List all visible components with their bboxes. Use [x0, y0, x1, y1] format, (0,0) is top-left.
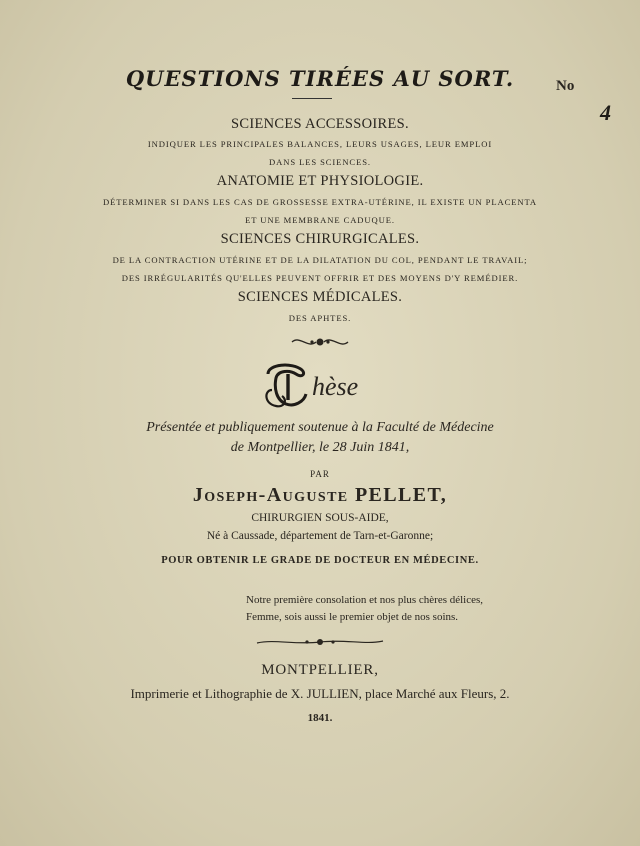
author-title: CHIRURGIEN SOUS-AIDE, [251, 512, 389, 524]
section-heading-chirurgicales: SCIENCES CHIRURGICALES. [220, 231, 420, 247]
section-heading-accessoires: SCIENCES ACCESSOIRES. [231, 116, 409, 132]
imprint-printer: Imprimerie et Lithographie de X. JULLIEN, place Marché aux Fleurs, 2. [130, 686, 510, 701]
handwritten-corner-mark: 4 [600, 100, 611, 125]
these-title: hèse [312, 372, 359, 401]
section-heading-anatomie: ANATOMIE ET PHYSIOLOGIE. [216, 173, 424, 189]
section-heading-medicales: SCIENCES MÉDICALES. [237, 289, 403, 305]
divider [292, 98, 332, 99]
question-text: DES IRRÉGULARITÉS QU'ELLES PEUVENT OFFRIR ET DES MOYENS D'Y REMÉDIER. [121, 273, 519, 283]
imprint-year: 1841. [307, 712, 333, 724]
question-text: ET UNE MEMBRANE CADUQUE. [245, 215, 395, 225]
question-text: DE LA CONTRACTION UTÉRINE ET DE LA DILATATION DU COL, PENDANT LE TRAVAIL; [112, 255, 528, 265]
author-name: Joseph-Auguste PELLET, [192, 484, 448, 506]
question-text: DES APHTES. [288, 313, 352, 323]
author-birthplace: Né à Caussade, département de Tarn-et-Garonne; [206, 530, 434, 542]
imprint-city: MONTPELLIER, [261, 662, 379, 678]
top-gothic-title: QUESTIONS TIRÉES AU SORT. [125, 66, 515, 91]
par-label: PAR [310, 469, 330, 479]
ornament-icon [40, 335, 600, 354]
degree-statement: POUR OBTENIR LE GRADE DE DOCTEUR EN MÉDECINE. [161, 555, 479, 566]
ornament-divider [40, 637, 600, 650]
ornament-rule-icon [255, 637, 385, 647]
catalog-number: No [556, 78, 575, 94]
question-text: DANS LES SCIENCES. [269, 157, 371, 167]
presentation-line-1: Présentée et publiquement soutenue à la Faculté de Médecine [146, 420, 494, 435]
presentation-line-2: de Montpellier, le 28 Juin 1841, [230, 440, 410, 455]
epigraph-line: Notre première consolation et nos plus chères délices, [246, 594, 484, 606]
ornament-flourish-icon [290, 335, 350, 349]
epigraph-line: Femme, sois aussi le premier objet de nos soins. [246, 611, 459, 623]
question-text: INDIQUER LES PRINCIPALES BALANCES, LEURS USAGES, LEUR EMPLOI [147, 139, 493, 149]
gothic-t-initial-icon [262, 360, 310, 410]
question-text: DÉTERMINER SI DANS LES CAS DE GROSSESSE EXTRA-UTÉRINE, IL EXISTE UN PLACENTA [102, 197, 538, 207]
